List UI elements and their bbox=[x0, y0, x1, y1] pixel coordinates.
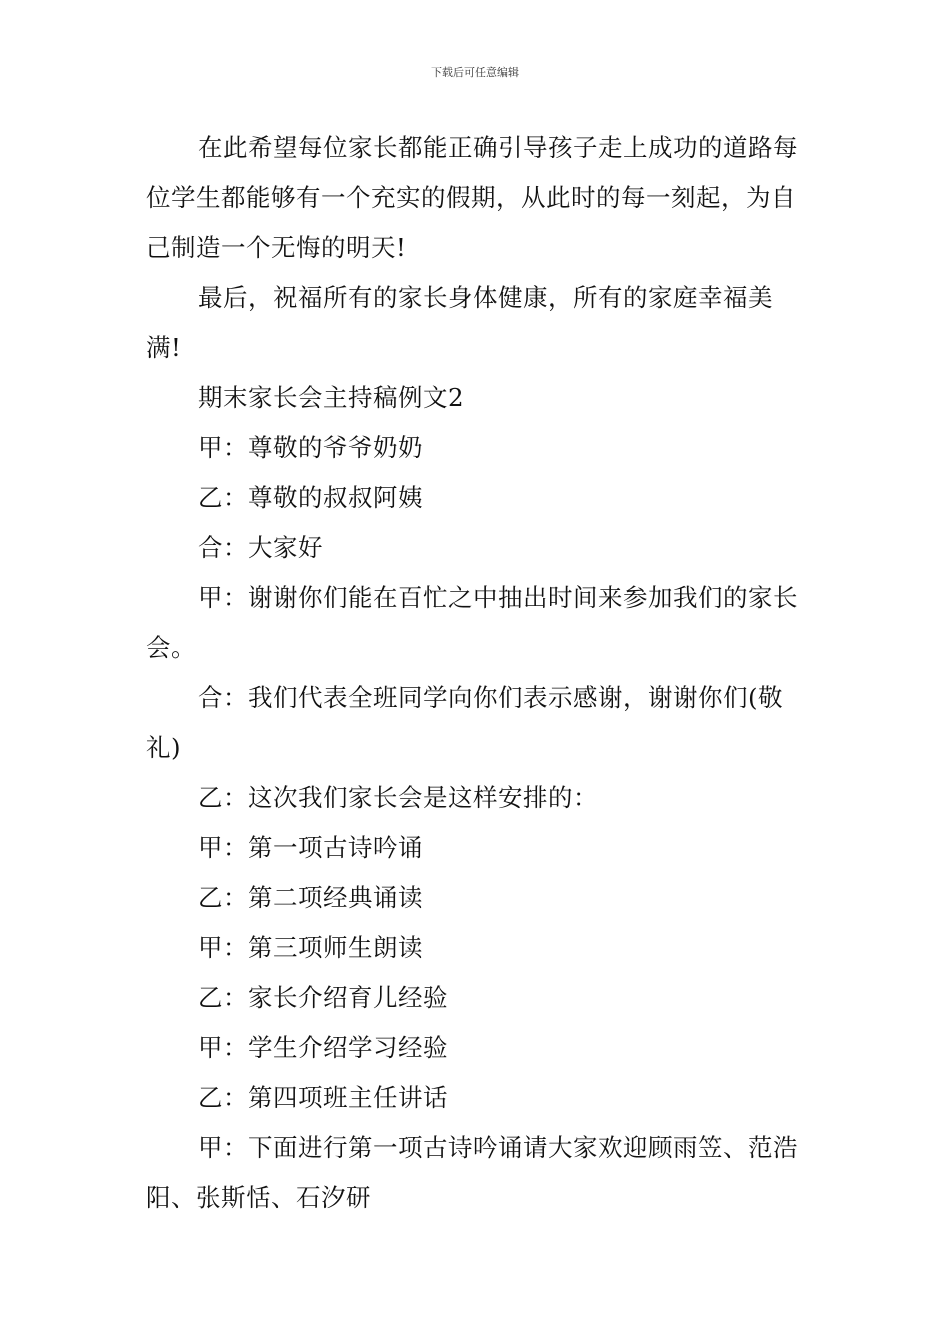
dialogue-line: 乙：第二项经典诵读 bbox=[198, 883, 423, 912]
section-title: 期末家长会主持稿例文2 bbox=[198, 383, 465, 412]
dialogue-line: 甲：第三项师生朗读 bbox=[198, 933, 423, 962]
document-body bbox=[146, 123, 808, 1223]
paragraph-closing-hope: 在此希望每位家长都能正确引导孩子走上成功的道路每位学生都能够有一个充实的假期，从此时的每一刻起，为自己制造一个无悔的明天! bbox=[146, 133, 798, 262]
dialogue-line: 乙：家长介绍育儿经验 bbox=[198, 983, 448, 1012]
dialogue-line: 甲：学生介绍学习经验 bbox=[198, 1033, 448, 1062]
paragraph-closing-wishes: 最后，祝福所有的家长身体健康，所有的家庭幸福美满! bbox=[146, 283, 773, 362]
dialogue-line: 合：大家好 bbox=[198, 533, 323, 562]
dialogue-line: 乙：第四项班主任讲话 bbox=[198, 1083, 448, 1112]
dialogue-line: 甲：谢谢你们能在百忙之中抽出时间来参加我们的家长会。 bbox=[146, 583, 798, 662]
page-header: 下载后可任意编辑 bbox=[431, 66, 519, 79]
dialogue-line: 合：我们代表全班同学向你们表示感谢，谢谢你们(敬礼) bbox=[146, 683, 784, 762]
dialogue-line: 乙：这次我们家长会是这样安排的： bbox=[198, 783, 598, 812]
dialogue-line: 甲：第一项古诗吟诵 bbox=[198, 833, 423, 862]
dialogue-line: 甲：尊敬的爷爷奶奶 bbox=[198, 433, 423, 462]
dialogue-line: 乙：尊敬的叔叔阿姨 bbox=[198, 483, 423, 512]
dialogue-line: 甲：下面进行第一项古诗吟诵请大家欢迎顾雨笠、范浩阳、张斯恬、石汐研 bbox=[146, 1133, 798, 1212]
